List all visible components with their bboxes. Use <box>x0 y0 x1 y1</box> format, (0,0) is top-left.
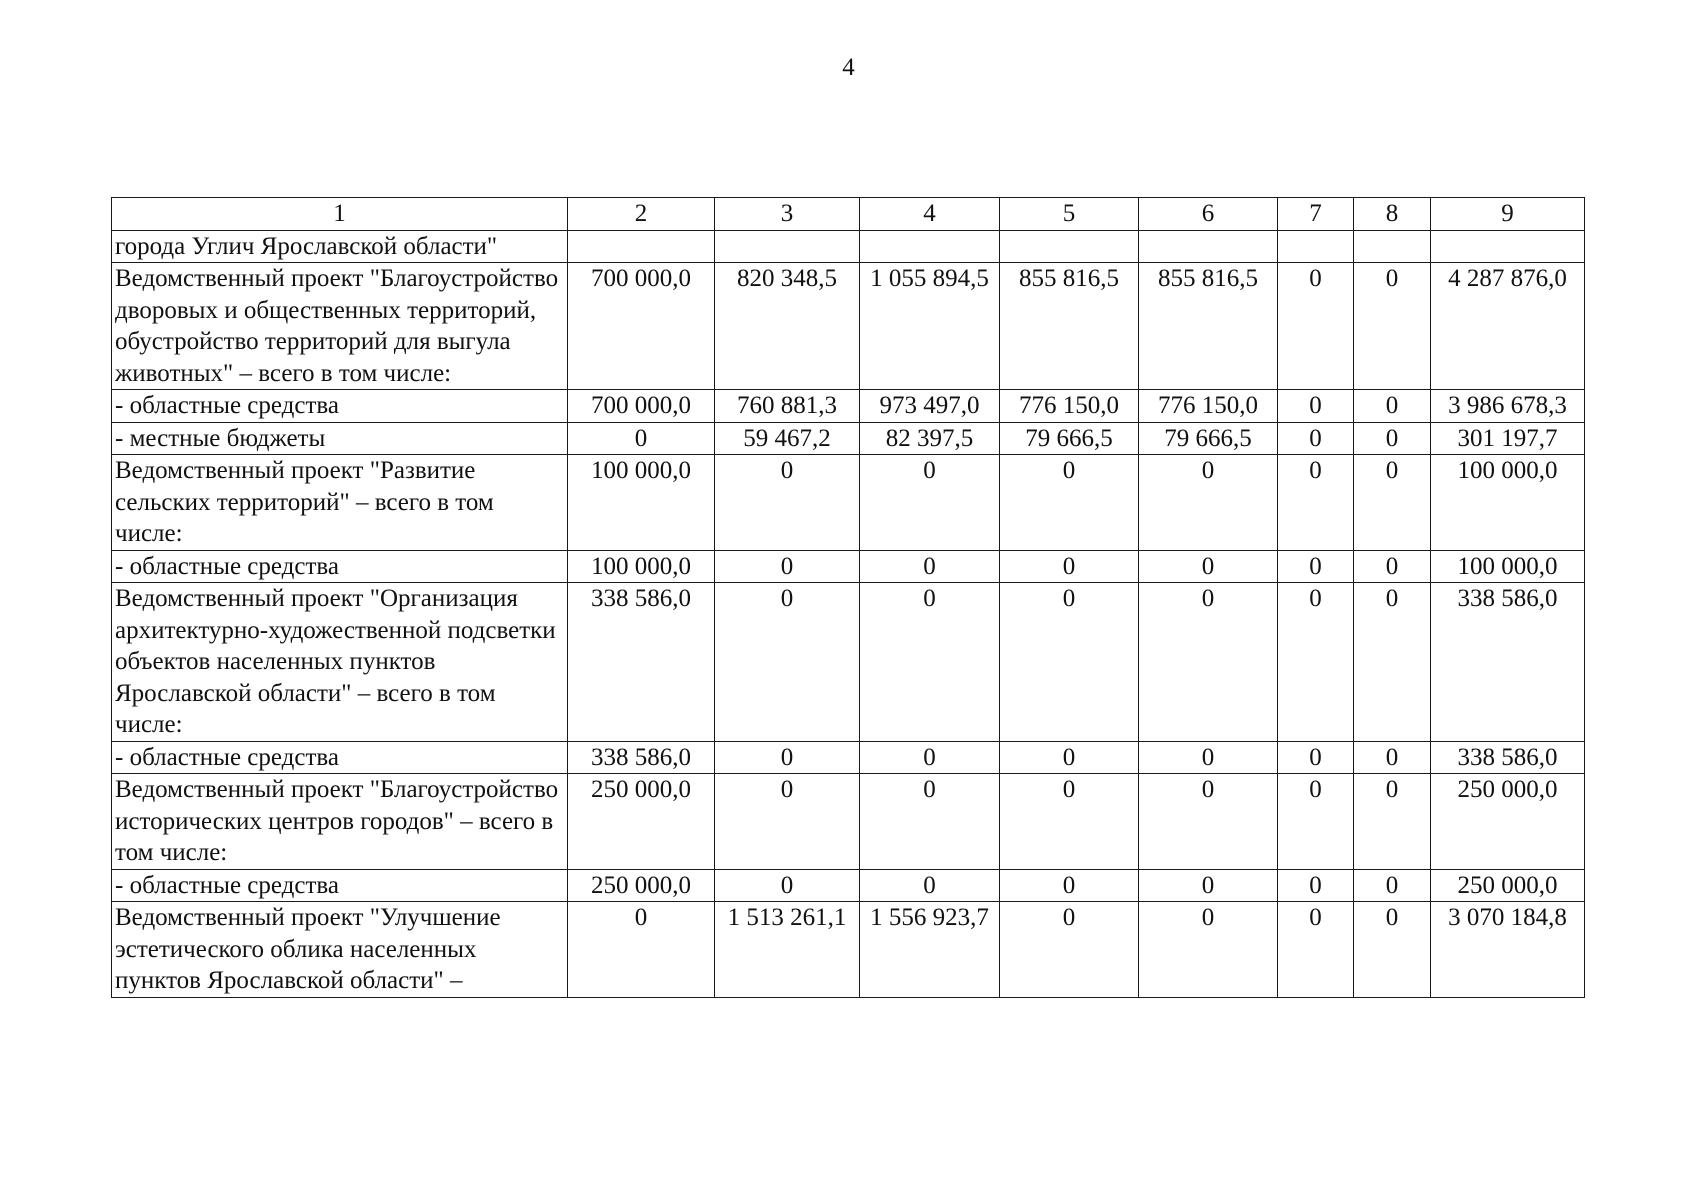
row-label: - областные средства <box>112 869 568 902</box>
value-cell: 0 <box>860 550 1000 583</box>
value-cell: 700 000,0 <box>568 263 715 390</box>
table-row <box>112 869 1585 902</box>
row-label: Ведомственный проект "Улучшение эстетического облика населенных пунктов Ярославской области" – <box>112 902 568 998</box>
value-cell: 0 <box>1278 390 1354 423</box>
value-cell: 0 <box>1354 263 1431 390</box>
column-header: 3 <box>715 198 860 231</box>
value-cell: 0 <box>715 583 860 742</box>
value-cell: 0 <box>1139 741 1278 774</box>
value-cell: 0 <box>1000 741 1139 774</box>
value-cell: 0 <box>1000 583 1139 742</box>
value-cell: 338 586,0 <box>568 583 715 742</box>
table-row <box>112 263 1585 390</box>
value-cell: 0 <box>1278 902 1354 998</box>
value-cell: 3 070 184,8 <box>1431 902 1585 998</box>
value-cell: 760 881,3 <box>715 390 860 423</box>
value-cell: 100 000,0 <box>1431 550 1585 583</box>
value-cell: 0 <box>1139 774 1278 870</box>
value-cell: 1 556 923,7 <box>860 902 1000 998</box>
value-cell: 82 397,5 <box>860 422 1000 455</box>
value-cell: 0 <box>715 869 860 902</box>
column-header: 9 <box>1431 198 1585 231</box>
row-label: - областные средства <box>112 741 568 774</box>
value-cell: 776 150,0 <box>1000 390 1139 423</box>
value-cell: 3 986 678,3 <box>1431 390 1585 423</box>
value-cell <box>1000 230 1139 263</box>
value-cell: 0 <box>1278 774 1354 870</box>
row-label: - местные бюджеты <box>112 422 568 455</box>
column-header: 1 <box>112 198 568 231</box>
value-cell: 338 586,0 <box>568 741 715 774</box>
column-header: 7 <box>1278 198 1354 231</box>
value-cell: 0 <box>715 455 860 551</box>
value-cell: 0 <box>568 902 715 998</box>
value-cell: 0 <box>715 550 860 583</box>
value-cell: 338 586,0 <box>1431 741 1585 774</box>
row-label: Ведомственный проект "Благоустройство исторических центров городов" – всего в том числе: <box>112 774 568 870</box>
value-cell: 0 <box>1278 455 1354 551</box>
value-cell: 250 000,0 <box>1431 869 1585 902</box>
value-cell: 0 <box>1000 550 1139 583</box>
value-cell: 1 513 261,1 <box>715 902 860 998</box>
value-cell: 0 <box>568 422 715 455</box>
row-label: - областные средства <box>112 550 568 583</box>
value-cell: 0 <box>1000 774 1139 870</box>
value-cell: 0 <box>1354 550 1431 583</box>
row-label: - областные средства <box>112 390 568 423</box>
value-cell: 250 000,0 <box>568 774 715 870</box>
value-cell: 855 816,5 <box>1000 263 1139 390</box>
value-cell: 0 <box>1354 583 1431 742</box>
value-cell: 100 000,0 <box>1431 455 1585 551</box>
value-cell: 250 000,0 <box>568 869 715 902</box>
value-cell: 700 000,0 <box>568 390 715 423</box>
value-cell: 0 <box>1278 263 1354 390</box>
table-row <box>112 902 1585 998</box>
value-cell: 79 666,5 <box>1139 422 1278 455</box>
value-cell: 0 <box>860 869 1000 902</box>
value-cell: 4 287 876,0 <box>1431 263 1585 390</box>
value-cell: 0 <box>1000 902 1139 998</box>
value-cell: 973 497,0 <box>860 390 1000 423</box>
value-cell: 0 <box>1000 869 1139 902</box>
value-cell: 0 <box>1139 455 1278 551</box>
value-cell: 776 150,0 <box>1139 390 1278 423</box>
value-cell <box>1139 230 1278 263</box>
value-cell: 0 <box>1278 869 1354 902</box>
row-label: Ведомственный проект "Организация архитектурно-художественной подсветки объектов населенных пунктов Ярославской области" – всего в том числе: <box>112 583 568 742</box>
value-cell <box>568 230 715 263</box>
table-row <box>112 422 1585 455</box>
value-cell: 0 <box>860 774 1000 870</box>
value-cell: 0 <box>1354 902 1431 998</box>
value-cell: 250 000,0 <box>1431 774 1585 870</box>
table-header-row <box>112 198 1585 231</box>
value-cell: 0 <box>715 741 860 774</box>
value-cell: 0 <box>1278 741 1354 774</box>
value-cell: 0 <box>860 741 1000 774</box>
value-cell: 0 <box>1278 422 1354 455</box>
value-cell <box>1354 230 1431 263</box>
value-cell: 0 <box>860 455 1000 551</box>
value-cell: 855 816,5 <box>1139 263 1278 390</box>
column-header: 2 <box>568 198 715 231</box>
value-cell: 0 <box>1139 902 1278 998</box>
value-cell: 100 000,0 <box>568 550 715 583</box>
row-label: города Углич Ярославской области" <box>112 230 568 263</box>
value-cell: 0 <box>715 774 860 870</box>
table-row <box>112 390 1585 423</box>
table-row <box>112 550 1585 583</box>
value-cell: 301 197,7 <box>1431 422 1585 455</box>
value-cell: 0 <box>1354 422 1431 455</box>
value-cell <box>1278 230 1354 263</box>
value-cell: 79 666,5 <box>1000 422 1139 455</box>
value-cell: 0 <box>1354 741 1431 774</box>
value-cell: 0 <box>1354 774 1431 870</box>
value-cell: 59 467,2 <box>715 422 860 455</box>
table-row <box>112 741 1585 774</box>
value-cell <box>715 230 860 263</box>
value-cell: 0 <box>1354 455 1431 551</box>
value-cell: 0 <box>860 583 1000 742</box>
page-number: 4 <box>842 54 855 81</box>
value-cell: 0 <box>1278 550 1354 583</box>
value-cell: 0 <box>1278 583 1354 742</box>
table-row <box>112 230 1585 263</box>
value-cell: 338 586,0 <box>1431 583 1585 742</box>
value-cell: 0 <box>1354 390 1431 423</box>
table-row <box>112 583 1585 742</box>
value-cell: 0 <box>1354 869 1431 902</box>
budget-table <box>111 197 1585 998</box>
value-cell <box>860 230 1000 263</box>
table-row <box>112 455 1585 551</box>
column-header: 5 <box>1000 198 1139 231</box>
value-cell: 1 055 894,5 <box>860 263 1000 390</box>
value-cell: 0 <box>1139 869 1278 902</box>
value-cell: 0 <box>1000 455 1139 551</box>
value-cell: 0 <box>1139 550 1278 583</box>
value-cell: 100 000,0 <box>568 455 715 551</box>
row-label: Ведомственный проект "Развитие сельских территорий" – всего в том числе: <box>112 455 568 551</box>
row-label: Ведомственный проект "Благоустройство дворовых и общественных территорий, обустройство территорий для выгула животных" – всего в том числе: <box>112 263 568 390</box>
value-cell: 0 <box>1139 583 1278 742</box>
table-row <box>112 774 1585 870</box>
value-cell: 820 348,5 <box>715 263 860 390</box>
value-cell <box>1431 230 1585 263</box>
column-header: 4 <box>860 198 1000 231</box>
column-header: 6 <box>1139 198 1278 231</box>
column-header: 8 <box>1354 198 1431 231</box>
